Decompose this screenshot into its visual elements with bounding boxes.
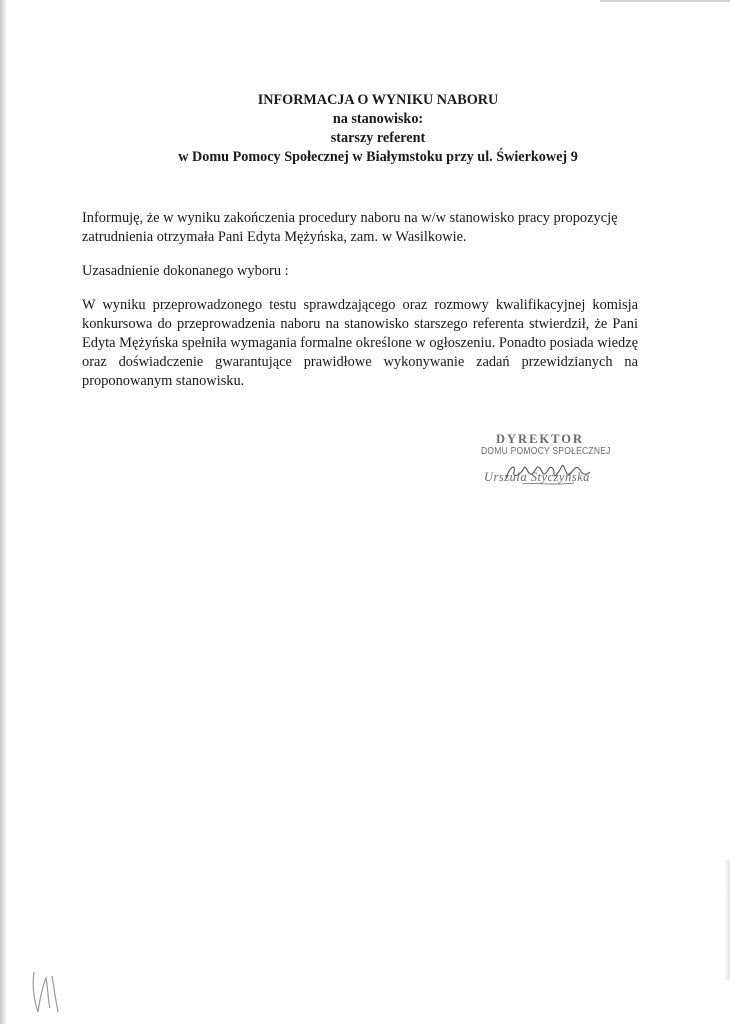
justification-line: Edyta Mężyńska spełniła wymagania formalne określone w ogłoszeniu. Ponadto posiada wiedzę [82, 335, 638, 351]
stamp-title: DYREKTOR [496, 432, 585, 446]
document-heading [0, 91, 730, 167]
heading-title: INFORMACJA O WYNIKU NABORU [257, 92, 499, 108]
handwritten-signature [502, 456, 592, 490]
paragraph-justification [82, 296, 638, 391]
scan-right-shadow [724, 860, 730, 980]
justification-line: W wyniku przeprowadzonego testu sprawdzającego oraz rozmowy kwalifikacyjnej komisja [82, 297, 638, 313]
handwritten-initials [28, 968, 68, 1016]
justification-line: oraz doświadczenie gwarantujące prawidłowe wykonywanie zadań przewidzianych na [82, 354, 638, 370]
heading-line-4: w Domu Pomocy Społecznej w Białymstoku przy ul. Świerkowej 9 [178, 149, 578, 165]
heading-line-3: starszy referent [330, 130, 426, 146]
justification-line: konkursowa do przeprowadzenia naboru na stanowisko starszego referenta stwierdził, że Pani [82, 316, 638, 332]
paragraph-justification-heading: Uzasadnienie dokonanego wyboru : [82, 263, 289, 279]
justification-line: proponowanym stanowisku. [82, 373, 245, 389]
heading-line-2: na stanowisko: [332, 111, 424, 127]
director-stamp [478, 432, 638, 492]
paragraph-decision-line-1: Informuję, że w wyniku zakończenia procedury naboru na w/w stanowisko pracy propozycję [82, 210, 618, 226]
stamp-name: Urszula Styczyńska [484, 470, 590, 484]
stamp-organization: DOMU POMOCY SPOŁECZNEJ [481, 446, 611, 457]
paragraph-decision-line-2: zatrudnienia otrzymała Pani Edyta Mężyńska, zam. w Wasilkowie. [82, 229, 467, 245]
scan-top-mark [600, 0, 730, 2]
paragraph-decision [82, 209, 638, 247]
